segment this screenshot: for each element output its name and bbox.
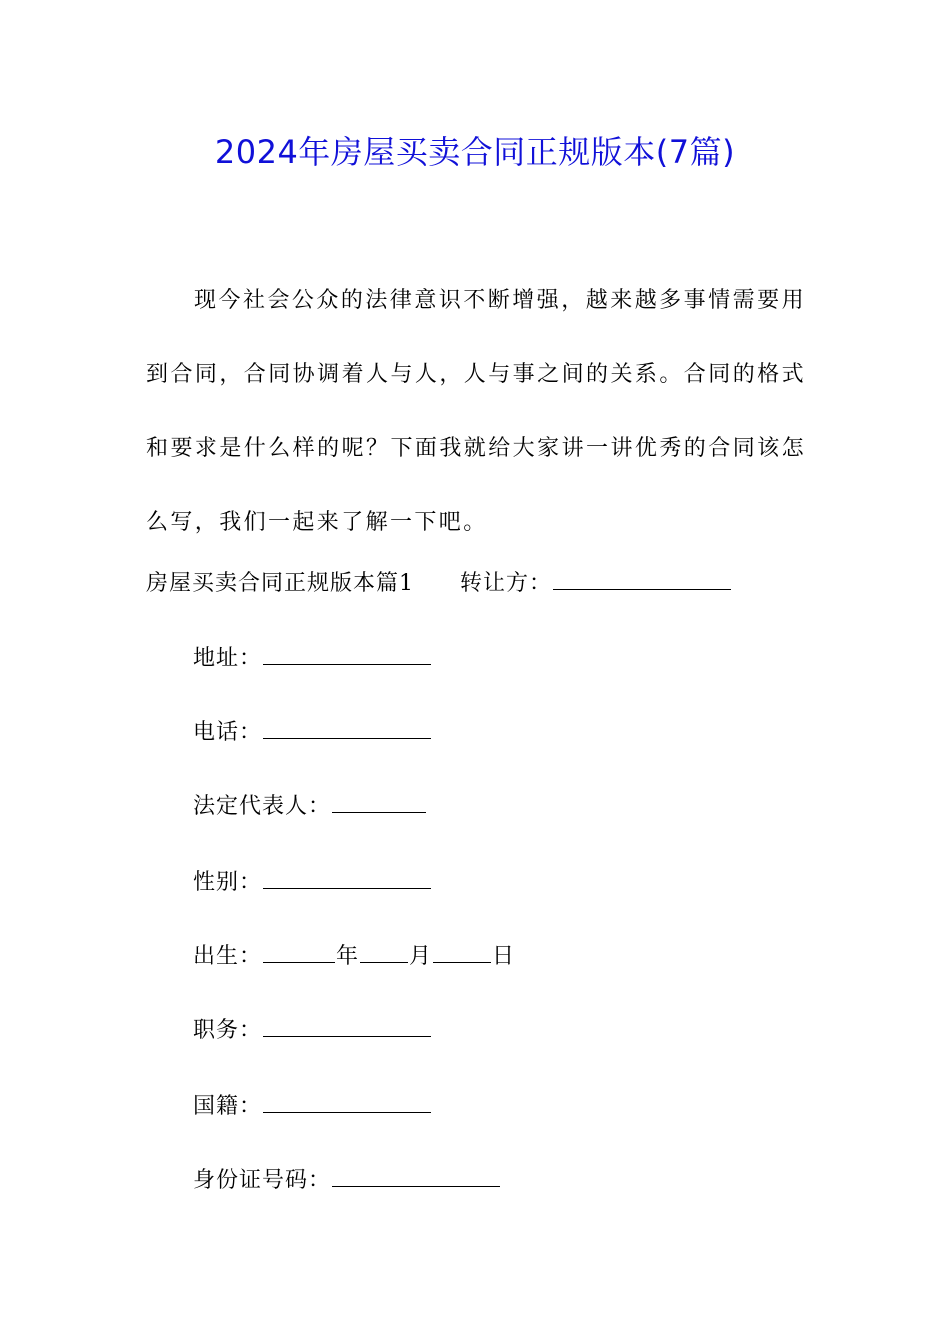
- nationality-line: [193, 1089, 432, 1125]
- position-label: 职务：: [193, 1018, 263, 1043]
- transferor-blank[interactable]: [553, 567, 731, 590]
- document-title: 2024年房屋买卖合同正规版本(7篇): [214, 133, 736, 171]
- birth-year-label: 年: [336, 944, 360, 969]
- birth-year-blank[interactable]: [263, 940, 335, 963]
- phone-label: 电话：: [193, 720, 263, 745]
- birth-month-blank[interactable]: [360, 940, 408, 963]
- birth-line: [193, 939, 515, 975]
- gender-label: 性别：: [193, 870, 263, 895]
- position-line: [193, 1013, 432, 1049]
- address-line: [193, 641, 432, 677]
- address-label: 地址：: [193, 646, 263, 671]
- birth-label: 出生：: [193, 944, 263, 969]
- nationality-label: 国籍：: [193, 1094, 263, 1119]
- address-blank[interactable]: [263, 642, 431, 665]
- section-heading-line: [146, 566, 732, 602]
- legal-rep-blank[interactable]: [332, 790, 426, 813]
- phone-blank[interactable]: [263, 716, 431, 739]
- phone-line: [193, 715, 432, 751]
- gender-line: [193, 865, 432, 901]
- transferor-label: 转让方：: [460, 571, 553, 596]
- position-blank[interactable]: [263, 1014, 431, 1037]
- intro-paragraph: 现今社会公众的法律意识不断增强，越来越多事情需要用到合同，合同协调着人与人，人与事之间的关系。合同的格式和要求是什么样的呢？下面我就给大家讲一讲优秀的合同该怎么写，我们一起来了解一下吧。: [146, 288, 806, 535]
- nationality-blank[interactable]: [263, 1090, 431, 1113]
- legal-rep-line: [193, 789, 427, 825]
- birth-day-label: 日: [492, 944, 516, 969]
- section-heading: 房屋买卖合同正规版本篇1: [146, 571, 414, 596]
- id-number-blank[interactable]: [332, 1164, 500, 1187]
- id-number-label: 身份证号码：: [193, 1168, 332, 1193]
- gender-blank[interactable]: [263, 866, 431, 889]
- id-number-line: [193, 1163, 501, 1199]
- birth-month-label: 月: [409, 944, 433, 969]
- legal-rep-label: 法定代表人：: [193, 794, 332, 819]
- birth-day-blank[interactable]: [433, 940, 491, 963]
